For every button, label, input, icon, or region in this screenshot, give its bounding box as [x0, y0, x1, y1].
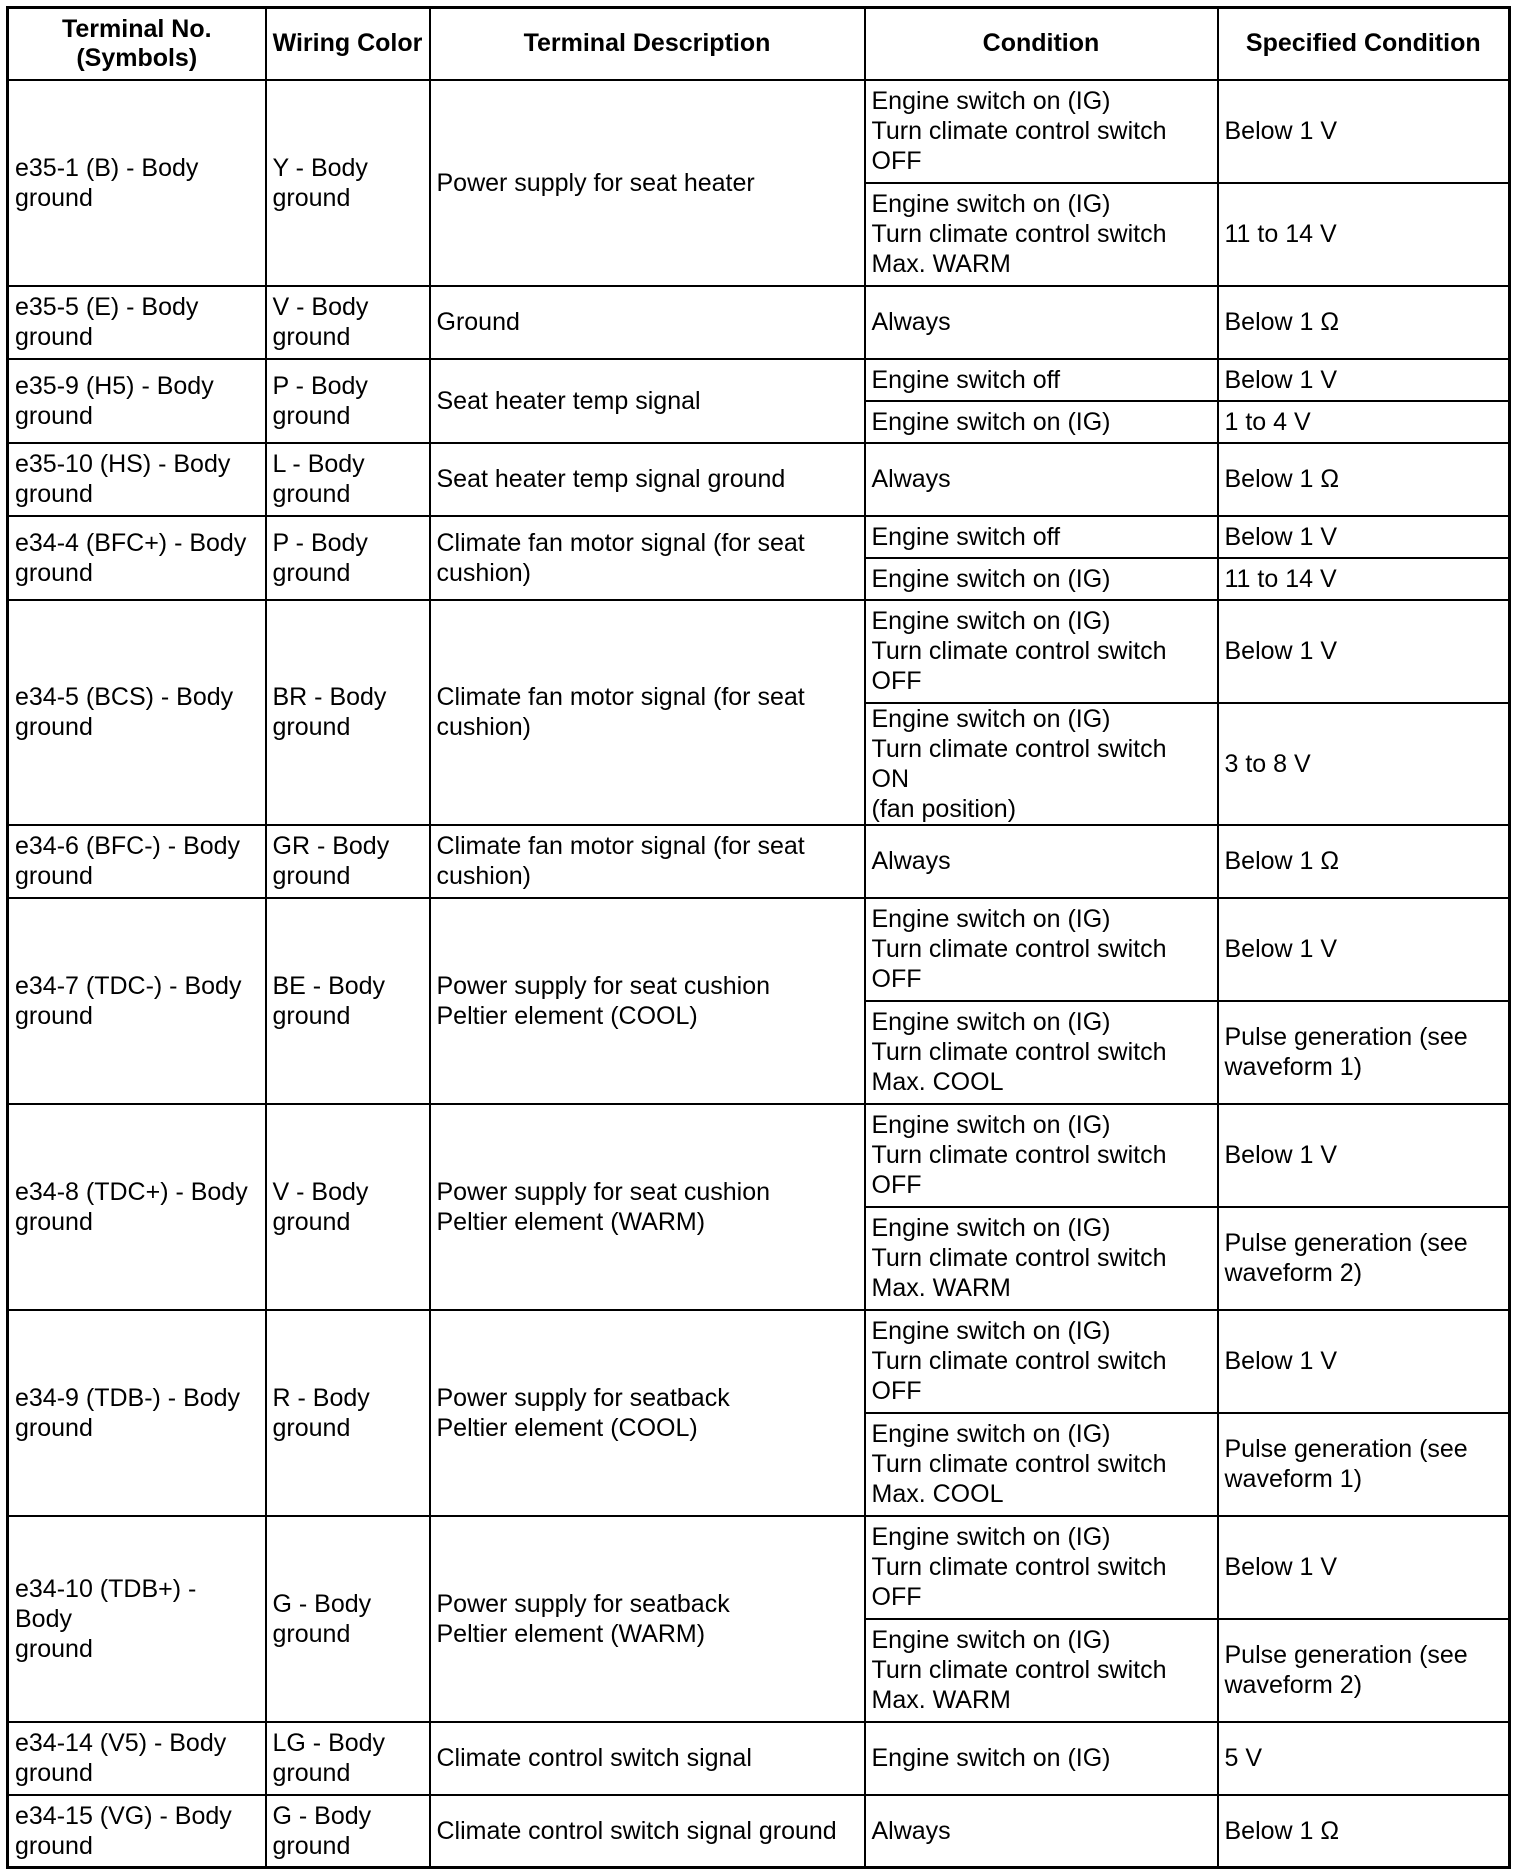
wiring-color-cell: GR - Body ground	[266, 825, 430, 898]
specified-condition-cell: Pulse generation (see waveform 1)	[1218, 1001, 1510, 1104]
specified-condition-cell: 5 V	[1218, 1722, 1510, 1795]
table-row	[8, 898, 1510, 1001]
header-wiring-color: Wiring Color	[266, 8, 430, 80]
condition-cell: Engine switch on (IG) Turn climate control switch Max. WARM	[865, 1207, 1218, 1310]
header-terminal: Terminal No. (Symbols)	[8, 8, 266, 80]
wiring-color-cell: V - Body ground	[266, 286, 430, 359]
table-row	[8, 359, 1510, 401]
terminal-cell: e34-5 (BCS) - Body ground	[8, 600, 266, 825]
specified-condition-cell: 3 to 8 V	[1218, 703, 1510, 825]
terminal-cell: e34-4 (BFC+) - Body ground	[8, 516, 266, 600]
table-row	[8, 1795, 1510, 1868]
terminal-cell: e34-9 (TDB-) - Body ground	[8, 1310, 266, 1516]
wiring-color-cell: BR - Body ground	[266, 600, 430, 825]
wiring-color-cell: L - Body ground	[266, 443, 430, 516]
specified-condition-cell: 11 to 14 V	[1218, 558, 1510, 600]
specified-condition-cell: Below 1 V	[1218, 1310, 1510, 1413]
condition-cell: Engine switch on (IG) Turn climate control switch OFF	[865, 898, 1218, 1001]
description-cell: Climate control switch signal ground	[430, 1795, 865, 1868]
terminal-cell: e35-1 (B) - Body ground	[8, 80, 266, 286]
description-cell: Climate fan motor signal (for seat cushion)	[430, 600, 865, 825]
description-cell: Power supply for seat cushion Peltier element (WARM)	[430, 1104, 865, 1310]
condition-cell: Always	[865, 1795, 1218, 1868]
wiring-color-cell: LG - Body ground	[266, 1722, 430, 1795]
description-cell: Climate control switch signal	[430, 1722, 865, 1795]
table-row	[8, 1310, 1510, 1413]
specified-condition-cell: Below 1 Ω	[1218, 825, 1510, 898]
header-condition: Condition	[865, 8, 1218, 80]
table-row	[8, 825, 1510, 898]
table-row	[8, 1516, 1510, 1619]
condition-cell: Engine switch off	[865, 359, 1218, 401]
condition-cell: Engine switch on (IG)	[865, 1722, 1218, 1795]
condition-cell: Engine switch on (IG) Turn climate control switch ON (fan position)	[865, 703, 1218, 825]
header-specified-condition: Specified Condition	[1218, 8, 1510, 80]
terminal-cell: e34-14 (V5) - Body ground	[8, 1722, 266, 1795]
specified-condition-cell: Below 1 Ω	[1218, 1795, 1510, 1868]
condition-cell: Engine switch on (IG)	[865, 401, 1218, 443]
table-row	[8, 80, 1510, 183]
specified-condition-cell: Below 1 V	[1218, 516, 1510, 558]
table-row	[8, 1722, 1510, 1795]
wiring-color-cell: G - Body ground	[266, 1516, 430, 1722]
wiring-color-cell: V - Body ground	[266, 1104, 430, 1310]
terminal-cell: e34-10 (TDB+) - Body ground	[8, 1516, 266, 1722]
description-cell: Power supply for seatback Peltier element (COOL)	[430, 1310, 865, 1516]
condition-cell: Engine switch on (IG) Turn climate control switch OFF	[865, 600, 1218, 703]
terminal-cell: e35-10 (HS) - Body ground	[8, 443, 266, 516]
specified-condition-cell: Pulse generation (see waveform 2)	[1218, 1207, 1510, 1310]
condition-cell: Engine switch on (IG) Turn climate control switch OFF	[865, 1310, 1218, 1413]
specified-condition-cell: Below 1 V	[1218, 80, 1510, 183]
specified-condition-cell: Below 1 V	[1218, 359, 1510, 401]
terminal-cell: e34-7 (TDC-) - Body ground	[8, 898, 266, 1104]
header-terminal-description: Terminal Description	[430, 8, 865, 80]
specified-condition-cell: Below 1 V	[1218, 1516, 1510, 1619]
wiring-color-cell: G - Body ground	[266, 1795, 430, 1868]
wiring-color-cell: P - Body ground	[266, 516, 430, 600]
condition-cell: Always	[865, 443, 1218, 516]
terminal-cell: e34-6 (BFC-) - Body ground	[8, 825, 266, 898]
condition-cell: Engine switch on (IG) Turn climate control switch OFF	[865, 80, 1218, 183]
specified-condition-cell: 1 to 4 V	[1218, 401, 1510, 443]
terminal-cell: e34-8 (TDC+) - Body ground	[8, 1104, 266, 1310]
table-row	[8, 286, 1510, 359]
wiring-color-cell: P - Body ground	[266, 359, 430, 443]
condition-cell: Engine switch on (IG) Turn climate control switch OFF	[865, 1104, 1218, 1207]
table-body	[8, 80, 1510, 1868]
specified-condition-cell: Pulse generation (see waveform 2)	[1218, 1619, 1510, 1722]
header-row	[8, 8, 1510, 80]
description-cell: Seat heater temp signal	[430, 359, 865, 443]
terminal-cell: e35-9 (H5) - Body ground	[8, 359, 266, 443]
description-cell: Seat heater temp signal ground	[430, 443, 865, 516]
description-cell: Power supply for seat heater	[430, 80, 865, 286]
specified-condition-cell: Below 1 Ω	[1218, 443, 1510, 516]
terminal-spec-table	[6, 6, 1511, 1869]
specified-condition-cell: Pulse generation (see waveform 1)	[1218, 1413, 1510, 1516]
condition-cell: Engine switch on (IG) Turn climate control switch Max. COOL	[865, 1001, 1218, 1104]
condition-cell: Always	[865, 825, 1218, 898]
specified-condition-cell: Below 1 V	[1218, 898, 1510, 1001]
description-cell: Climate fan motor signal (for seat cushion)	[430, 516, 865, 600]
terminal-cell: e34-15 (VG) - Body ground	[8, 1795, 266, 1868]
description-cell: Climate fan motor signal (for seat cushion)	[430, 825, 865, 898]
specified-condition-cell: 11 to 14 V	[1218, 183, 1510, 286]
condition-cell: Engine switch on (IG) Turn climate control switch OFF	[865, 1516, 1218, 1619]
condition-cell: Engine switch off	[865, 516, 1218, 558]
condition-cell: Always	[865, 286, 1218, 359]
description-cell: Power supply for seatback Peltier element (WARM)	[430, 1516, 865, 1722]
table-row	[8, 516, 1510, 558]
specified-condition-cell: Below 1 Ω	[1218, 286, 1510, 359]
table-row	[8, 600, 1510, 703]
description-cell: Ground	[430, 286, 865, 359]
condition-cell: Engine switch on (IG) Turn climate control switch Max. COOL	[865, 1413, 1218, 1516]
wiring-color-cell: Y - Body ground	[266, 80, 430, 286]
table-row	[8, 1104, 1510, 1207]
terminal-cell: e35-5 (E) - Body ground	[8, 286, 266, 359]
table-header	[8, 8, 1510, 80]
table-row	[8, 443, 1510, 516]
specified-condition-cell: Below 1 V	[1218, 600, 1510, 703]
condition-cell: Engine switch on (IG) Turn climate control switch Max. WARM	[865, 183, 1218, 286]
description-cell: Power supply for seat cushion Peltier element (COOL)	[430, 898, 865, 1104]
wiring-color-cell: BE - Body ground	[266, 898, 430, 1104]
specified-condition-cell: Below 1 V	[1218, 1104, 1510, 1207]
condition-cell: Engine switch on (IG) Turn climate control switch Max. WARM	[865, 1619, 1218, 1722]
wiring-color-cell: R - Body ground	[266, 1310, 430, 1516]
condition-cell: Engine switch on (IG)	[865, 558, 1218, 600]
